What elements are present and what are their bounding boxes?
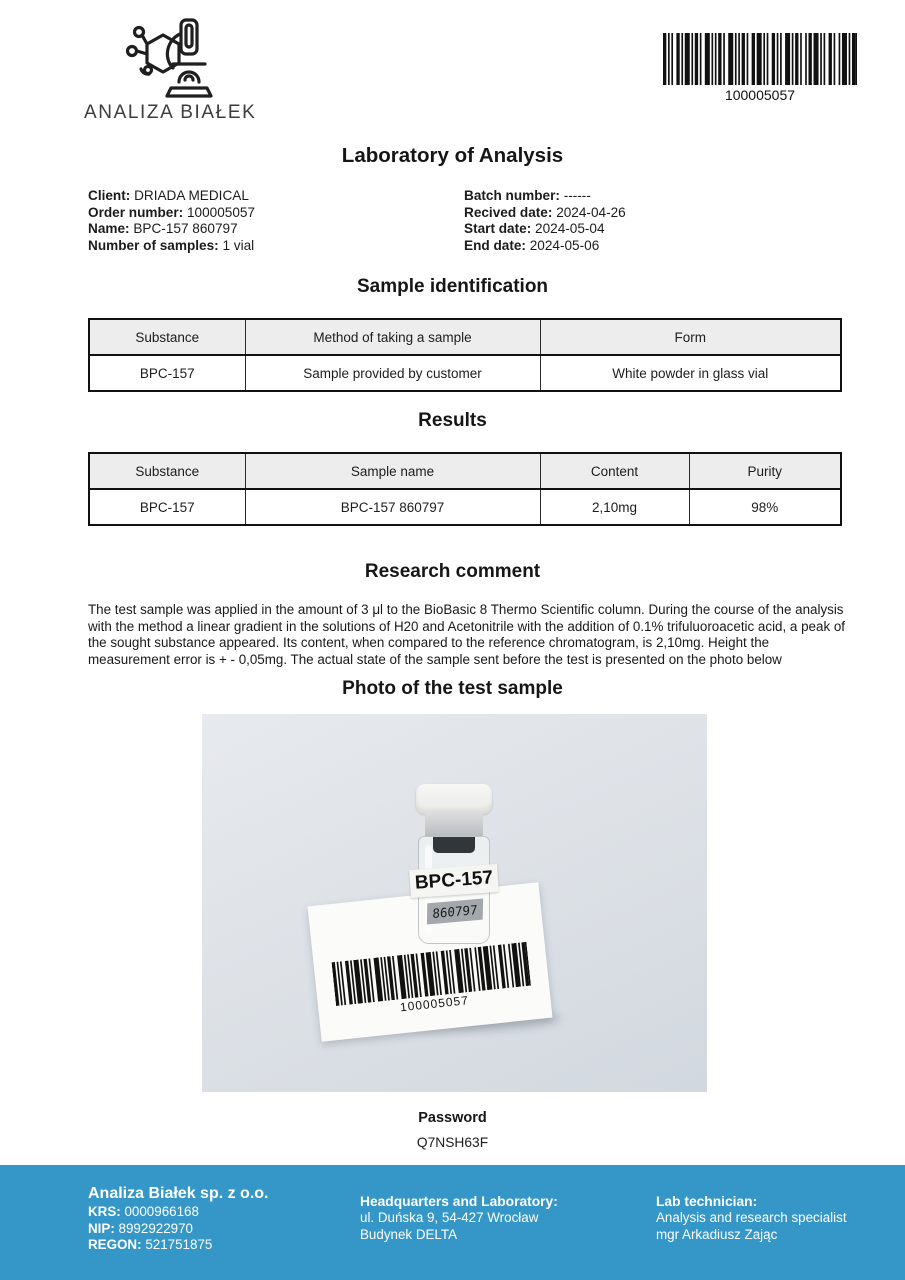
footer-hq-address: ul. Duńska 9, 54-427 Wrocław [360,1210,539,1226]
vial-stopper [433,837,475,853]
order-info-right [464,188,840,254]
samples-line: Number of samples: 1 vial [88,237,255,253]
col-sample-name: Sample name [245,453,540,489]
table-header-row [89,319,841,355]
cell-sample-name: BPC-157 860797 [245,489,540,525]
results-heading: Results [418,410,487,431]
order-info-left [88,188,464,254]
cell-substance: BPC-157 [89,355,245,391]
table-row [89,355,841,391]
barcode-icon [663,33,857,85]
research-comment-heading: Research comment [364,561,541,582]
name-line: Name: BPC-157 860797 [88,221,238,236]
received-line: Recived date: 2024-04-26 [464,204,626,220]
table-header-row [89,453,841,489]
sample-identification-heading: Sample identification [356,276,549,297]
cell-purity: 98% [689,489,841,525]
cell-substance: BPC-157 [89,489,245,525]
order-barcode [663,33,857,103]
start-line: Start date: 2024-05-04 [464,221,605,236]
research-comment-text: The test sample was applied in the amount of 3 μl to the BioBasic 8 Thermo Scientific column. During the course of the analysis with the method a linear gradient in the solutions of H20 and Acetonitrile with the addition of 0.1% trifuluoroacetic acid, a peak of the sought substance appeared. Its content, when compared to the reference chromatogram, is 2,10mg. Height the measurement error is + - 0,05mg. The actual state of the sample sent before the test is presented on the photo below [88,602,846,667]
order-info [88,188,848,254]
col-content: Content [540,453,689,489]
footer-hq-building: Budynek DELTA [360,1226,458,1242]
sample-vial [416,784,492,944]
footer-regon-line: REGON: 521751875 [88,1237,213,1253]
password-value: Q7NSH63F [416,1135,489,1150]
batch-line: Batch number: ------ [464,188,591,203]
vial-crimp-seal [425,812,483,838]
sample-identification-table [88,318,842,392]
client-line: Client: DRIADA MEDICAL [88,188,249,203]
col-substance: Substance [89,319,245,355]
photo-heading: Photo of the test sample [342,678,563,699]
cell-content: 2,10mg [540,489,689,525]
sample-photo [202,714,707,1092]
footer-nip-line: NIP: 8992922970 [88,1220,194,1236]
order-number-line: Order number: 100005057 [88,204,255,220]
footer-company-block [88,1186,269,1254]
footer-tech-title: Lab technician: [656,1194,758,1209]
cell-method: Sample provided by customer [245,355,540,391]
col-substance: Substance [89,453,245,489]
footer-company-name: Analiza Białek sp. z o.o. [88,1185,269,1202]
footer-technician-block [656,1194,847,1243]
footer-headquarters-block [360,1194,558,1243]
microscope-molecule-logo-icon [101,14,223,100]
col-method: Method of taking a sample [245,319,540,355]
results-table [88,452,842,526]
col-form: Form [540,319,841,355]
footer-hq-title: Headquarters and Laboratory: [360,1194,558,1209]
end-line: End date: 2024-05-06 [464,237,600,253]
footer [0,1165,905,1280]
footer-krs-line: KRS: 0000966168 [88,1204,199,1220]
vial-sublabel: 860797 [427,899,483,925]
password-label: Password [418,1110,487,1126]
footer-tech-role: Analysis and research specialist [656,1210,847,1226]
page-title: Laboratory of Analysis [341,144,564,167]
footer-tech-name: mgr Arkadiusz Zając [656,1226,778,1242]
vial-label: BPC-157 [409,864,499,898]
col-purity: Purity [689,453,841,489]
company-logo [84,14,257,124]
table-row [89,489,841,525]
vial-cap [416,784,492,814]
cell-form: White powder in glass vial [540,355,841,391]
barcode-number: 100005057 [724,87,796,103]
paper-barcode-number: 100005057 [399,993,470,1015]
brand-name: ANALIZA BIAŁEK [84,102,257,123]
